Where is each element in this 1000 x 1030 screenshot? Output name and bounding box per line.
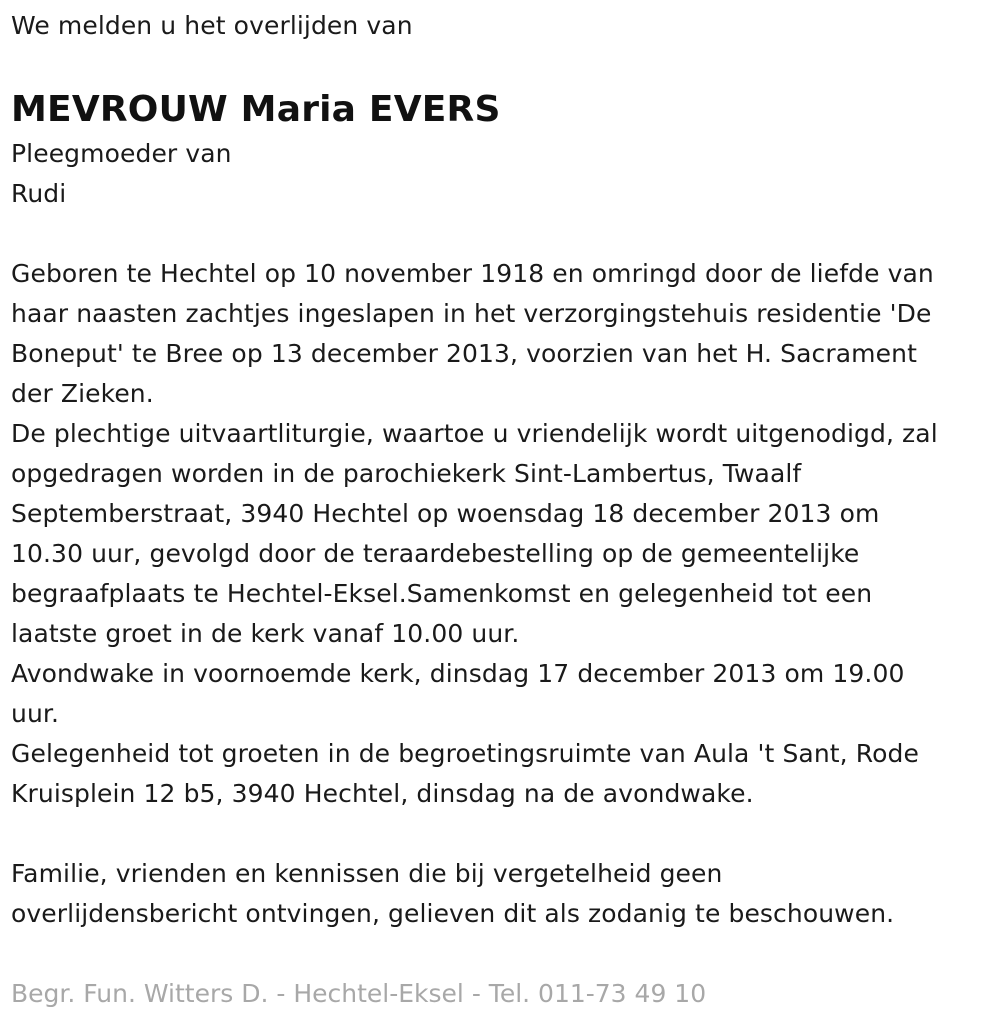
funeral-home-footer: Begr. Fun. Witters D. - Hechtel-Eksel - Tel. 011-73 49 10: [11, 979, 707, 1008]
body-line: uur.: [11, 699, 60, 728]
body-line: Geboren te Hechtel op 10 november 1918 en omringd door de liefde van: [11, 259, 934, 288]
closing-line: Familie, vrienden en kennissen die bij vergetelheid geen: [11, 859, 723, 888]
closing-line: overlijdensbericht ontvingen, gelieven dit als zodanig te beschouwen.: [11, 899, 895, 928]
intro-text: We melden u het overlijden van: [11, 11, 413, 40]
body-line: opgedragen worden in de parochiekerk Sint-Lambertus, Twaalf: [11, 459, 802, 488]
body-line: Boneput' te Bree op 13 december 2013, voorzien van het H. Sacrament: [11, 339, 917, 368]
body-line: begraafplaats te Hechtel-Eksel.Samenkomst en gelegenheid tot een: [11, 579, 873, 608]
body-line: Septemberstraat, 3940 Hechtel op woensdag 18 december 2013 om: [11, 499, 880, 528]
notice-body: [11, 254, 996, 814]
relation-line: Pleegmoeder van: [11, 139, 232, 168]
deceased-name: MEVROUW Maria EVERS: [11, 89, 501, 130]
body-line: Gelegenheid tot groeten in de begroetingsruimte van Aula 't Sant, Rode: [11, 739, 919, 768]
death-notice: [11, 0, 996, 934]
body-line: laatste groet in de kerk vanaf 10.00 uur.: [11, 619, 520, 648]
body-line: De plechtige uitvaartliturgie, waartoe u vriendelijk wordt uitgenodigd, zal: [11, 419, 938, 448]
relation-line: Rudi: [11, 179, 67, 208]
spacer: [11, 814, 996, 854]
body-line: haar naasten zachtjes ingeslapen in het verzorgingstehuis residentie 'De: [11, 299, 932, 328]
body-line: Kruisplein 12 b5, 3940 Hechtel, dinsdag na de avondwake.: [11, 779, 754, 808]
closing-block: [11, 854, 996, 934]
body-line: der Zieken.: [11, 379, 154, 408]
relation-block: [11, 134, 996, 214]
body-line: 10.30 uur, gevolgd door de teraardebestelling op de gemeentelijke: [11, 539, 860, 568]
spacer: [11, 214, 996, 254]
body-line: Avondwake in voornoemde kerk, dinsdag 17 december 2013 om 19.00: [11, 659, 905, 688]
